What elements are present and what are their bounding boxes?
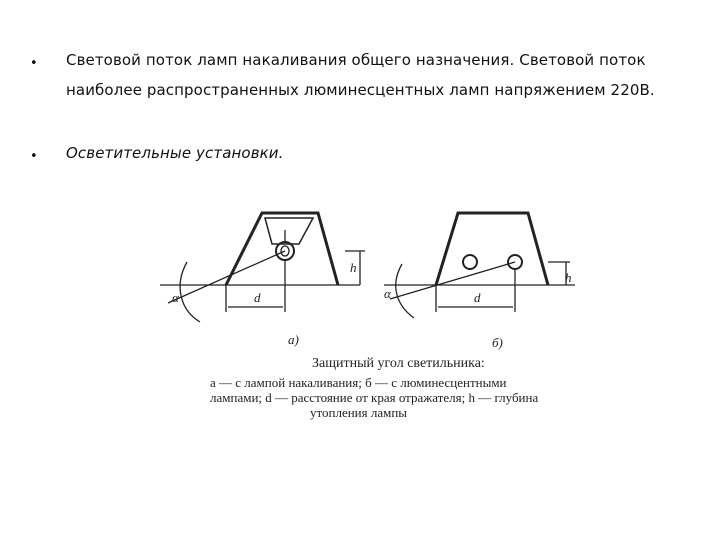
distance-label-b: d: [474, 290, 481, 305]
angle-label-a: α: [172, 290, 179, 305]
depth-label-a: h: [350, 260, 357, 275]
caption-line-3: утопления лампы: [310, 405, 408, 420]
caption-title: Защитный угол светильника:: [312, 356, 485, 371]
fixture-a-incandescent: [160, 213, 365, 322]
bullet-1-marker: •: [30, 56, 38, 71]
bullet-1-text-line-1: Световой поток ламп накаливания общего назначения. Световой поток: [66, 51, 646, 69]
angle-label-b: α: [384, 286, 391, 301]
panel-b-label: б): [492, 335, 503, 350]
caption-line-1: а — с лампой накаливания; б — с люминесцентными: [210, 375, 507, 390]
bullet-2-text: Осветительные установки.: [66, 144, 284, 162]
caption-line-2: лампами; d — расстояние от края отражателя; h — глубина: [210, 390, 539, 405]
depth-label-b: h: [565, 270, 572, 285]
panel-a-label: а): [288, 332, 299, 347]
distance-label-a: d: [254, 290, 261, 305]
bullet-1-text-line-2: наиболее распространенных люминесцентных ламп напряжением 220В.: [66, 81, 655, 99]
bullet-2-marker: •: [30, 149, 38, 164]
